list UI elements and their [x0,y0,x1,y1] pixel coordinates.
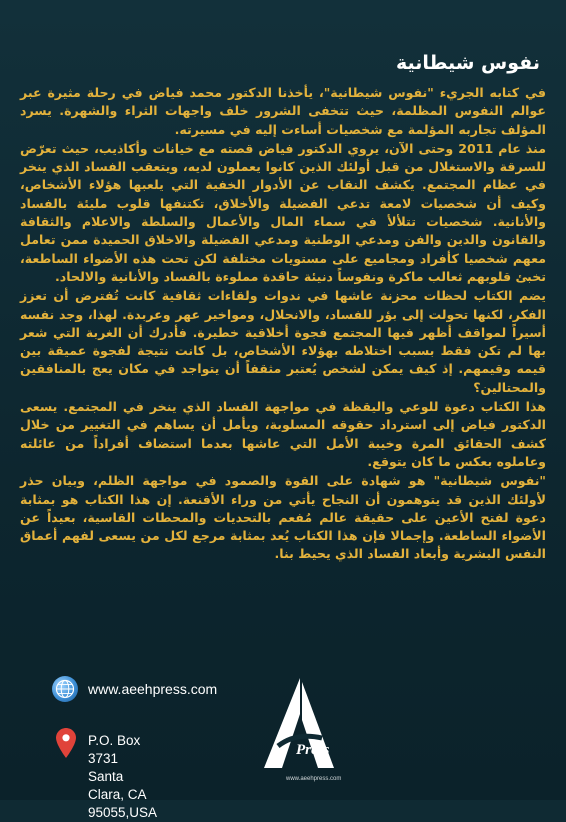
postal-address [88,732,157,822]
book-title: نفوس شيطانية [395,52,540,74]
globe-icon [52,676,78,702]
location-pin-icon [56,728,76,758]
logo-url: www.aeehpress.com [286,776,342,782]
website-link[interactable]: www.aeehpress.com [88,681,218,697]
address-line: Santa Clara, CA 95055,USA [88,769,158,820]
address-line: P.O. Box 3731 [88,733,141,766]
blurb-paragraph: "نفوس شيطانية" هو شهادة على القوة والصمود في مواجهة الظلم، وبيان حذر لأولئك الذين قد يتوهمون أن النجاح يأتي من وراء الأقنعة. إن هذا الكتاب هو بمثابة دعوة لفتح الأعين على حقيقة عالم مُفعم بالتحديات والمحطات القاسية، بعيداً عن الأضواء الساطعة. وإجمالا فإن هذا الكتاب يُعد بمثابة مرجع لكل من يسعى لفهم أعماق النفس البشرية وأبعاد الفساد الذي يحيط بنا. [20,473,546,562]
blurb-paragraph: هذا الكتاب دعوة للوعي واليقظة في مواجهة الفساد الذي ينخر في المجتمع. يسعى الدكتور فياض إلى استرداد حقوقه المسلوبة، ويأمل أن يساهم في التغيير من خلال كشف الحقائق المرة وخيبة الأمل التي عاشها بعدما استضاف أفراداً من عائلته وعاملوه بعكس ما كان يتوقع. [20,399,546,469]
blurb-paragraph: منذ عام 2011 وحتى الآن، يروي الدكتور فياض قصته مع خيانات وأكاذيب، حيث تعرّض للسرقة والاستغلال من قبل أولئك الذين كانوا يعملون لديه، ويتعقب الفساد الذي ينخر في عظام المجتمع. يكشف النقاب عن الأدوار الخفية التي يلعبها هؤلاء الأشخاص، وكيف أن شخصيات لامعة تدعي الفضيلة والأخلاق، تكتنفها قلوب مليئة بالفساد والأنانية. شخصيات تتلألأ في سماء المال والأعمال والسلطة والاعلام والثقافة والقانون والدين والفن ومدعي الوطنية ومدعي الفضيلة والاخلاق الحميدة ممن تعامل معهم شخصيا كأفراد ومجاميع على مستويات مختلفة لكن تحت هذه الأضواء الساطعة، تخبئ قلوبهم ثعالب ماكرة ونفوساً دنيئة حاقدة مملوءة بالفساد والأنانية والالحاد. [20,140,546,284]
blurb-paragraph: يضم الكتاب لحظات محزنة عاشها في ندوات ولقاءات ثقافية كانت تُفترض أن تعزز الفكر، لكنها تحولت إلى بؤر للفساد، والانحلال، ومواخير عهر وعربدة. لهذا، وجد نفسه أسيراً لمواقف أظهر فيها المجتمع فجوة أخلاقية خطيرة. فأدرك أن الغربة التي شعر بها لم تكن فقط بسبب اختلاطه بهؤلاء الأشخاص، بل كانت نتيجة لفجوة عميقة بين قيمه وقيمهم. إذ كيف يمكن لشخص يُعتبر مثقفاً أن يتواجد في مكان يعج بالمنافقين والمحتالين؟ [20,288,546,395]
publisher-logo [256,676,336,776]
logo-wordmark: Press [296,742,330,758]
blurb [20,84,546,565]
blurb-paragraph: في كتابه الجريء "نفوس شيطانية"، يأخذنا الدكتور محمد فياض في رحلة مثيرة عبر عوالم النفوس المظلمة، حيث تتخفى الشرور خلف واجهات الثراء والشهرة. يسرد المؤلف تجاربه المؤلمة مع شخصيات أساءت إليه في مسيرته. [20,85,546,137]
